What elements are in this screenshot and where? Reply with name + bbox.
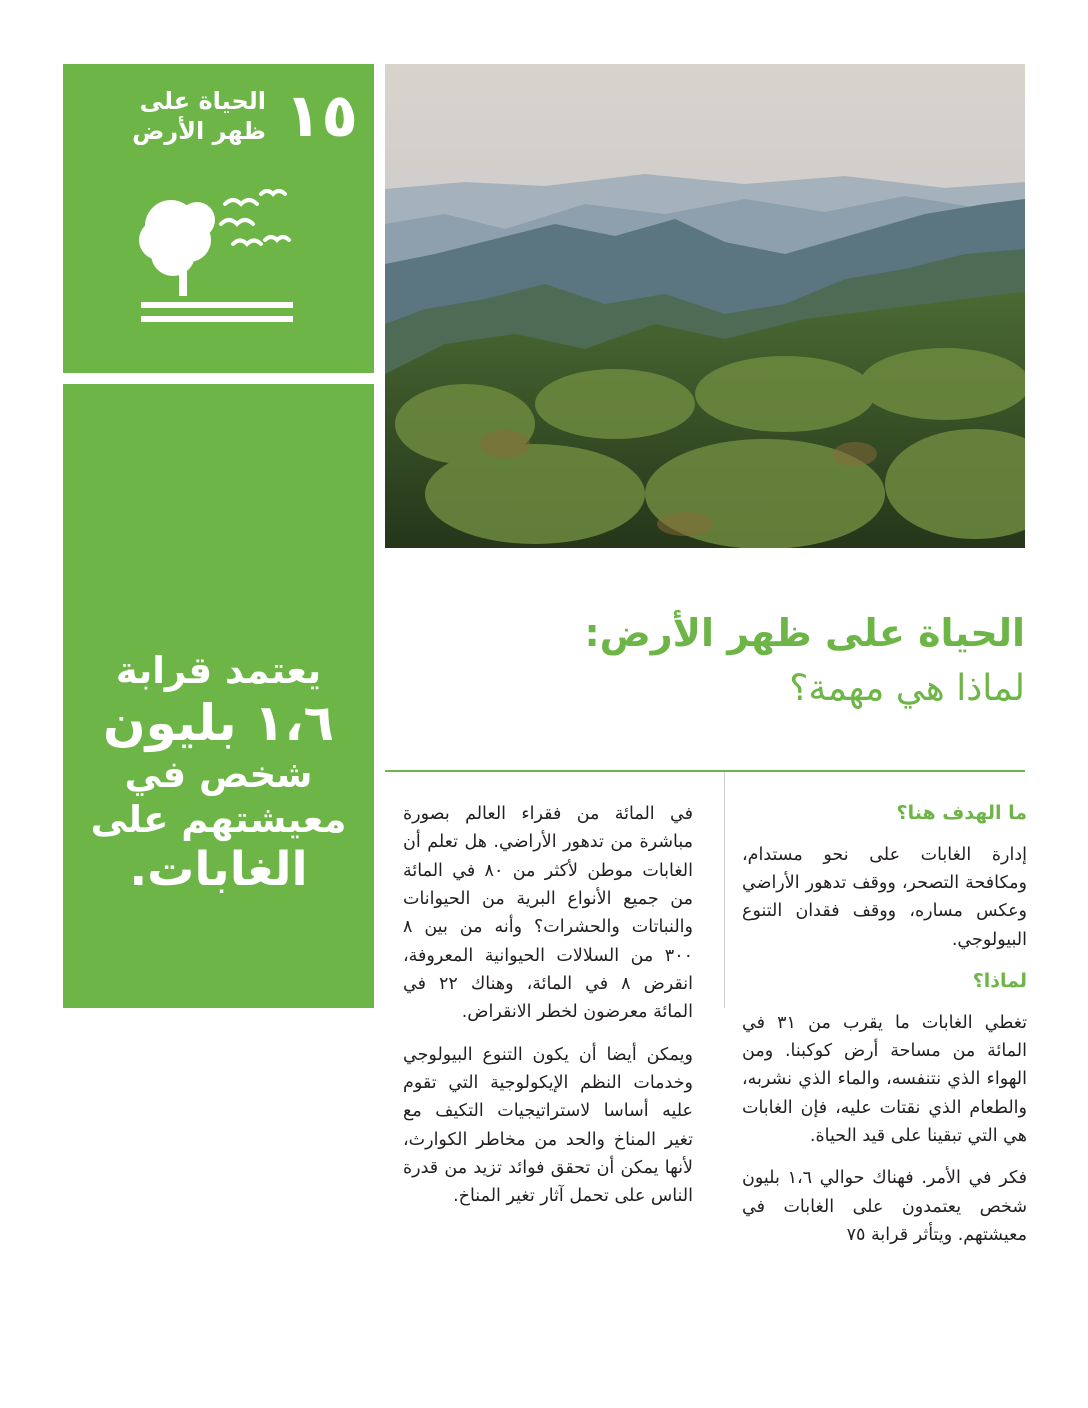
heading-rule — [385, 770, 1025, 772]
stat-line-3: شخص في — [124, 753, 313, 797]
forest-landscape-photo — [385, 64, 1025, 548]
heading-subtitle: لماذا هي مهمة؟ — [789, 668, 1025, 709]
stat-line-5: الغابات. — [129, 842, 308, 898]
right-column — [742, 800, 1027, 1263]
stat-callout — [63, 649, 374, 899]
middle-column — [403, 800, 693, 1225]
goal-number: ١٥ — [284, 81, 358, 151]
column-divider — [724, 772, 725, 1008]
goal-logo-tile — [63, 64, 374, 373]
stat-line-1: يعتمد قرابة — [115, 649, 322, 692]
goal-title — [86, 86, 266, 146]
page-heading — [405, 605, 1025, 716]
why-paragraph: تغطي الغابات ما يقرب من ٣١ في المائة من مساحة أرض كوكبنا. ومن الهواء الذي نتنفسه، والماء الذي نشربه، والطعام الذي نقتات عليه، فإن الغابات هي التي تبقينا على قيد الحياة. — [742, 1012, 1028, 1146]
stat-panel — [63, 384, 374, 1008]
think-paragraph: فكر في الأمر. فهناك حوالي ١،٦ بليون شخص يعتمدون على الغابات في معيشتهم. ويتأثر قرابة ٧٥ — [742, 1168, 1027, 1245]
goal-title-line2: ظهر الأرض — [132, 117, 266, 145]
poverty-paragraph: في المائة من فقراء العالم بصورة مباشرة من تدهور الأراضي. هل تعلم أن الغابات موطن لأكثر من ٨٠ في المائة من جميع الأنواع البرية من الحيوانات والنباتات والحشرات؟ وأنه من بين ٨ ٣٠٠ من السلالات الحيوانية المعروفة، انقرض ٨ في المائة، وهناك ٢٢ في المائة معرضون لخطر الانقراض. — [403, 804, 694, 1023]
section-heading-why: لماذا؟ — [972, 969, 1027, 992]
heading-main: الحياة على ظهر الأرض: — [584, 611, 1025, 655]
stat-line-4: معيشتهم على — [90, 797, 347, 841]
forest-landscape-image — [385, 64, 1025, 548]
stat-line-2: ١،٦ بليون — [102, 694, 335, 753]
goal-paragraph: إدارة الغابات على نحو مستدام، ومكافحة التصحر، ووقف تدهور الأراضي وعكس مساره، ووقف فقدان التنوع البيولوجي. — [742, 844, 1027, 950]
goal-title-line1: الحياة على — [139, 87, 266, 115]
biodiversity-paragraph: ويمكن أيضا أن يكون التنوع البيولوجي وخدمات النظم الإيكولوجية التي تقوم عليه أساسا لاستراتيجيات التكيف مع تغير المناخ والحد من مخاطر الكوارث، لأنها يمكن أن تحقق فوائد تزيد من قدرة الناس على تحمل آثار تغير المناخ. — [403, 1044, 693, 1207]
section-heading-goal: ما الهدف هنا؟ — [896, 802, 1027, 824]
tree-and-birds-icon — [133, 182, 303, 342]
